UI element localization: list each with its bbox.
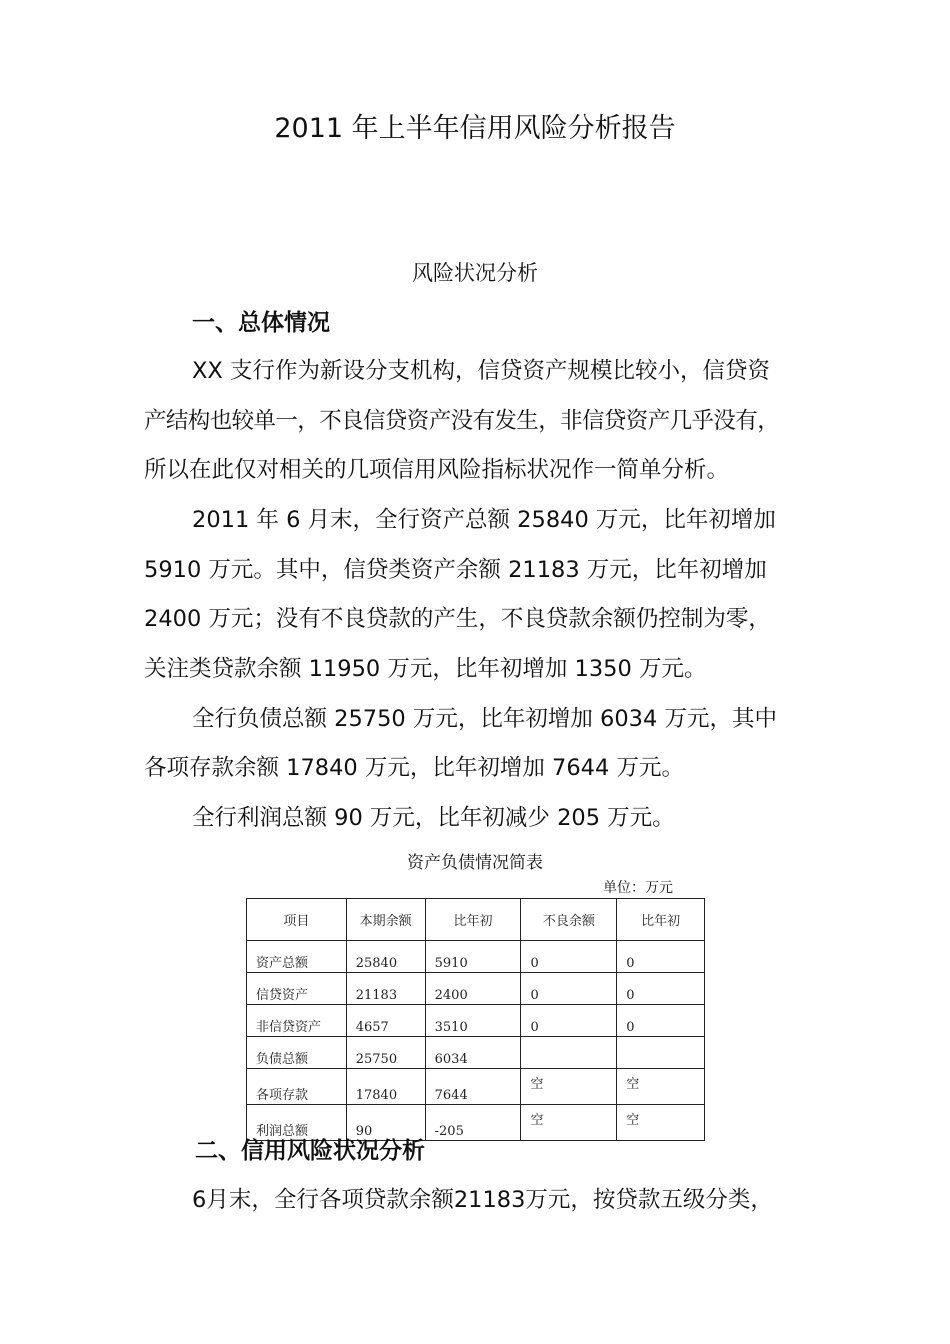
paragraph-line: 产结构也较单一，不良信贷资产没有发生，非信贷资产几乎没有， — [144, 408, 780, 434]
table-cell: 负债总额 — [247, 1037, 347, 1069]
table-row — [247, 1069, 705, 1105]
table-cell — [521, 1037, 617, 1069]
table-cell: 各项存款 — [247, 1069, 347, 1105]
column-header: 比年初 — [425, 899, 521, 941]
paragraph-line: XX 支行作为新设分支机构，信贷资产规模比较小，信贷资 — [192, 358, 770, 384]
table-cell: 4657 — [346, 1005, 425, 1037]
table-row — [247, 973, 705, 1005]
table-cell: 0 — [521, 973, 617, 1005]
table-cell: 利润总额 — [247, 1105, 347, 1141]
table-cell: 0 — [617, 973, 705, 1005]
table-cell: 0 — [617, 941, 705, 973]
paragraph-line: 2011 年 6 月末，全行资产总额 25840 万元，比年初增加 — [192, 507, 776, 533]
paragraph-line: 2400 万元；没有不良贷款的产生，不良贷款余额仍控制为零， — [144, 606, 771, 632]
paragraph-line: 关注类贷款余额 11950 万元，比年初增加 1350 万元。 — [144, 656, 707, 682]
paragraph-line: 全行利润总额 90 万元，比年初减少 205 万元。 — [192, 805, 675, 831]
column-header: 不良余额 — [521, 899, 617, 941]
table-row — [247, 941, 705, 973]
table-cell: 0 — [617, 1005, 705, 1037]
table-cell: 21183 — [346, 973, 425, 1005]
table-cell: 空 — [617, 1105, 705, 1141]
table-cell: 空 — [617, 1069, 705, 1105]
table-cell: 7644 — [425, 1069, 521, 1105]
column-header: 项目 — [247, 899, 347, 941]
table-cell — [617, 1037, 705, 1069]
table-cell: 信贷资产 — [247, 973, 347, 1005]
table-cell: 3510 — [425, 1005, 521, 1037]
balance-sheet-table — [246, 898, 705, 1141]
table-cell: 0 — [521, 1005, 617, 1037]
table-cell: 6034 — [425, 1037, 521, 1069]
table-caption: 资产负债情况简表 — [407, 853, 543, 873]
table-cell: 资产总额 — [247, 941, 347, 973]
table-cell: 25750 — [346, 1037, 425, 1069]
table-cell: -205 — [425, 1105, 521, 1141]
table-cell: 空 — [521, 1069, 617, 1105]
paragraph-line: 6月末，全行各项贷款余额21183万元，按贷款五级分类， — [192, 1187, 773, 1213]
table-row — [247, 1037, 705, 1069]
table-cell: 5910 — [425, 941, 521, 973]
paragraph-line: 所以在此仅对相关的几项信用风险指标状况作一简单分析。 — [144, 457, 730, 483]
table-header-row — [247, 899, 705, 941]
table-cell: 2400 — [425, 973, 521, 1005]
document-title: 2011 年上半年信用风险分析报告 — [274, 113, 676, 144]
column-header: 本期余额 — [346, 899, 425, 941]
table-cell: 90 — [346, 1105, 425, 1141]
section-heading-overview: 一、总体情况 — [192, 310, 330, 336]
table-cell: 0 — [521, 941, 617, 973]
table-row — [247, 1005, 705, 1037]
table-unit: 单位：万元 — [603, 880, 673, 896]
paragraph-line: 各项存款余额 17840 万元，比年初增加 7644 万元。 — [144, 755, 684, 781]
section-heading-credit-risk: 二、信用风险状况分析 — [195, 1138, 425, 1164]
column-header: 比年初 — [617, 899, 705, 941]
paragraph-line: 5910 万元。其中，信贷类资产余额 21183 万元，比年初增加 — [144, 557, 767, 583]
table-cell: 17840 — [346, 1069, 425, 1105]
paragraph-line: 全行负债总额 25750 万元，比年初增加 6034 万元，其中 — [192, 706, 777, 732]
table-cell: 空 — [521, 1105, 617, 1141]
table-cell: 25840 — [346, 941, 425, 973]
table-cell: 非信贷资产 — [247, 1005, 347, 1037]
document-subtitle: 风险状况分析 — [412, 261, 538, 285]
